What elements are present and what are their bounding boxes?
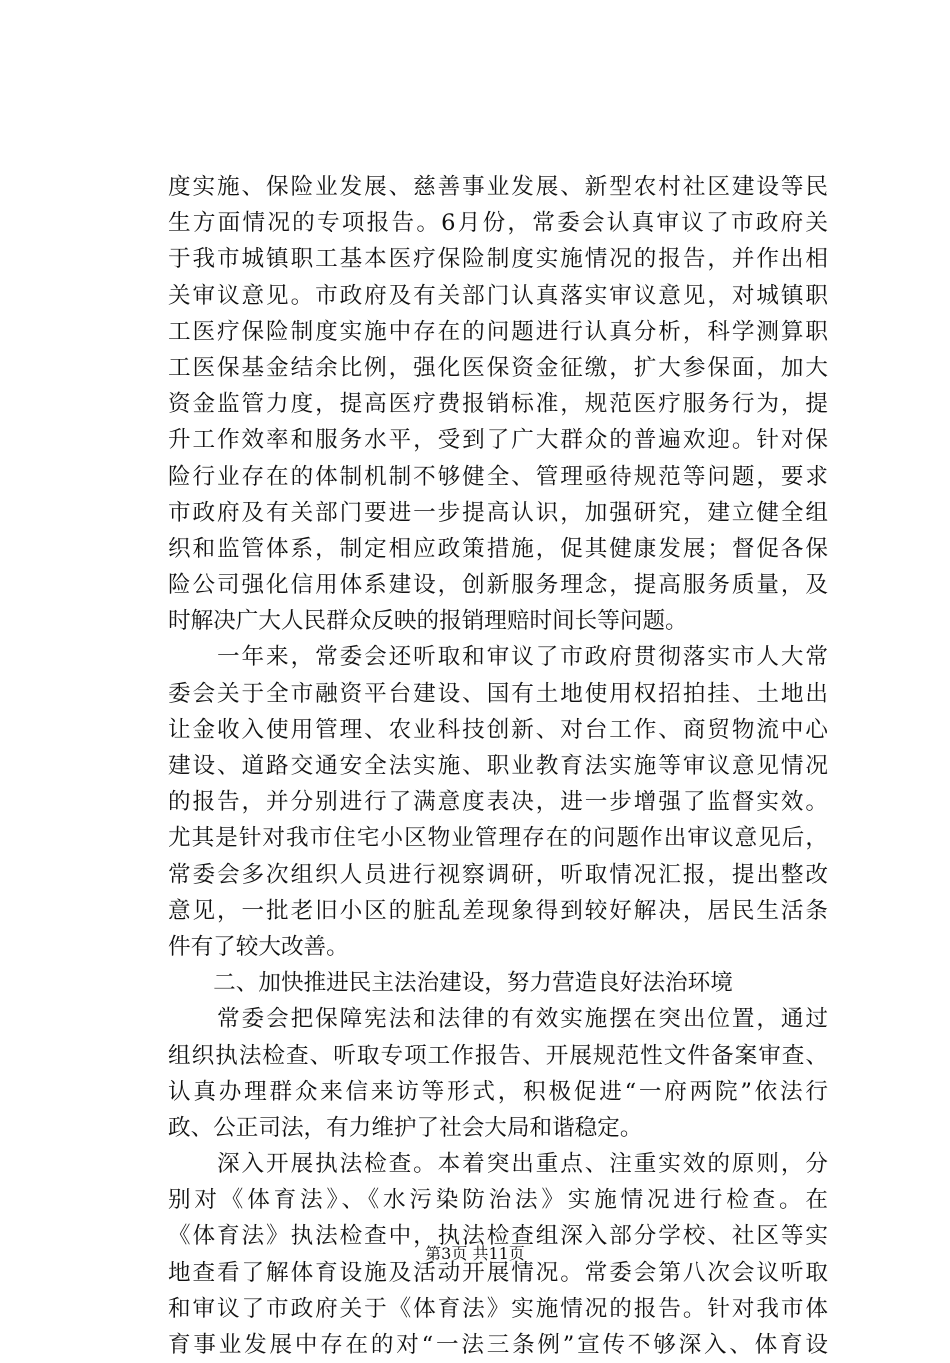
text-line: 地查看了解体育设施及活动开展情况。常委会第八次会议听取 — [168, 1259, 828, 1286]
text-line: 险行业存在的体制机制不够健全、管理亟待规范等问题，要求 — [168, 463, 828, 490]
text-line: 和审议了市政府关于《体育法》实施情况的报告。针对我市体 — [168, 1295, 828, 1322]
text-line: 组织执法检查、听取专项工作报告、开展规范性文件备案审查、 — [168, 1042, 828, 1069]
text-line: 政、公正司法，有力维护了社会大局和谐稳定。 — [168, 1114, 643, 1141]
text-line: 常委会多次组织人员进行视察调研，听取情况汇报，提出整改 — [168, 861, 828, 888]
text-line: 时解决广大人民群众反映的报销理赔时间长等问题。 — [168, 608, 688, 635]
text-line: 织和监管体系，制定相应政策措施，促其健康发展；督促各保 — [168, 535, 828, 562]
text-line: 资金监管力度，提高医疗费报销标准，规范医疗服务行为，提 — [168, 391, 828, 418]
page-number-label: 第3页 共11页 — [425, 1244, 525, 1263]
text-line: 意见，一批老旧小区的脏乱差现象得到较好解决，居民生活条 — [168, 897, 828, 924]
text-line: 工医疗保险制度实施中存在的问题进行认真分析，科学测算职 — [168, 318, 828, 345]
text-line: 的报告，并分别进行了满意度表决，进一步增强了监督实效。 — [168, 789, 828, 816]
text-line: 升工作效率和服务水平，受到了广大群众的普遍欢迎。针对保 — [168, 427, 828, 454]
text-line: 工医保基金结余比例，强化医保资金征缴，扩大参保面，加大 — [168, 354, 828, 381]
page-footer — [0, 1244, 950, 1264]
text-line: 件有了较大改善。 — [168, 933, 349, 960]
text-line: 于我市城镇职工基本医疗保险制度实施情况的报告，并作出相 — [168, 246, 828, 273]
text-line: 别对《体育法》、《水污染防治法》实施情况进行检查。在 — [168, 1187, 828, 1214]
text-line: 深入开展执法检查。本着突出重点、注重实效的原则，分 — [168, 1151, 828, 1178]
body-text — [168, 169, 828, 1363]
text-line: 尤其是针对我市住宅小区物业管理存在的问题作出审议意见后， — [168, 825, 828, 852]
text-line: 常委会把保障宪法和法律的有效实施摆在突出位置，通过 — [168, 1006, 828, 1033]
text-line: 生方面情况的专项报告。6月份，常委会认真审议了市政府关 — [168, 210, 828, 237]
text-line: 《体育法》执法检查中，执法检查组深入部分学校、社区等实 — [168, 1223, 828, 1250]
text-line: 认真办理群众来信来访等形式，积极促进“一府两院”依法行 — [168, 1078, 828, 1105]
section-heading: 二、加快推进民主法治建设，努力营造良好法治环境 — [168, 970, 733, 997]
text-line: 让金收入使用管理、农业科技创新、对台工作、商贸物流中心 — [168, 716, 828, 743]
text-line: 险公司强化信用体系建设，创新服务理念，提高服务质量，及 — [168, 572, 828, 599]
text-line: 育事业发展中存在的对“一法三条例”宣传不够深入、体育设 — [168, 1332, 828, 1358]
text-line: 一年来，常委会还听取和审议了市政府贯彻落实市人大常 — [168, 644, 828, 671]
text-line: 市政府及有关部门要进一步提高认识，加强研究，建立健全组 — [168, 499, 828, 526]
text-line: 委会关于全市融资平台建设、国有土地使用权招拍挂、土地出 — [168, 680, 828, 707]
text-line: 关审议意见。市政府及有关部门认真落实审议意见，对城镇职 — [168, 282, 828, 309]
text-line: 度实施、保险业发展、慈善事业发展、新型农村社区建设等民 — [168, 174, 828, 200]
text-line: 建设、道路交通安全法实施、职业教育法实施等审议意见情况 — [168, 753, 828, 779]
